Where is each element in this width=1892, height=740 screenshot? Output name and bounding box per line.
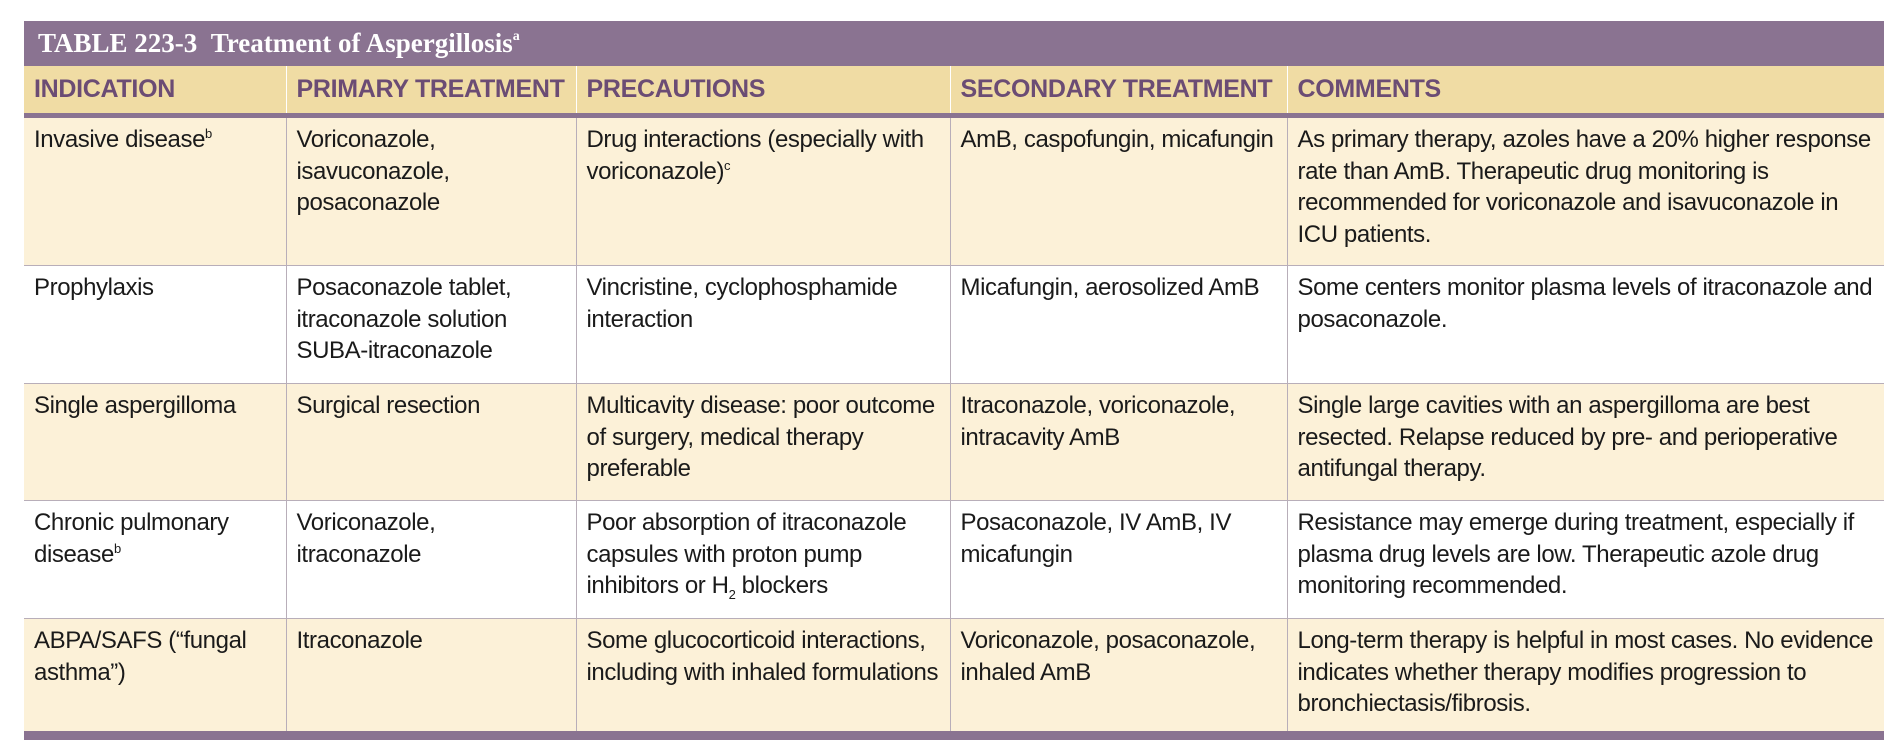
table-title bbox=[24, 21, 1884, 66]
cell-primary: Surgical resection bbox=[286, 384, 576, 501]
cell-primary: Voriconazole, itraconazole bbox=[286, 501, 576, 619]
footnote-marker: c bbox=[724, 157, 731, 173]
table-row bbox=[24, 619, 1884, 736]
cell-indication: Invasive disease$^b$ bbox=[24, 116, 286, 266]
header-precautions: PRECAUTIONS bbox=[576, 66, 950, 116]
cell-comments: Single large cavities with an aspergilloma are best resected. Relapse reduced by pre- and perioperative antifungal therapy. bbox=[1287, 384, 1884, 501]
table-number: TABLE 223-3 bbox=[38, 28, 198, 58]
cell-secondary: Micafungin, aerosolized AmB bbox=[950, 266, 1287, 384]
table-row bbox=[24, 116, 1884, 266]
cell-comments: Long-term therapy is helpful in most cases. No evidence indicates whether therapy modifies progression to bronchiectasis/fibrosis. bbox=[1287, 619, 1884, 736]
header-row bbox=[24, 66, 1884, 116]
cell-primary: Voriconazole, isavuconazole, posaconazole bbox=[286, 116, 576, 266]
table-row bbox=[24, 384, 1884, 501]
cell-indication: Single aspergilloma bbox=[24, 384, 286, 501]
cell-precautions: Vincristine, cyclophosphamide interaction bbox=[576, 266, 950, 384]
treatment-table bbox=[24, 21, 1884, 740]
cell-primary: Posaconazole tablet, itraconazole solution SUBA-itraconazole bbox=[286, 266, 576, 384]
header-secondary-treatment: SECONDARY TREATMENT bbox=[950, 66, 1287, 116]
title-footnote-marker: a bbox=[512, 29, 520, 44]
header-comments: COMMENTS bbox=[1287, 66, 1884, 116]
data-table bbox=[24, 66, 1884, 740]
cell-primary: Itraconazole bbox=[286, 619, 576, 736]
cell-indication: Chronic pulmonary disease$^b$ bbox=[24, 501, 286, 619]
subscript-2: 2 bbox=[728, 586, 736, 602]
table-row bbox=[24, 266, 1884, 384]
header-indication: INDICATION bbox=[24, 66, 286, 116]
cell-secondary: Itraconazole, voriconazole, intracavity AmB bbox=[950, 384, 1287, 501]
header-primary-treatment: PRIMARY TREATMENT bbox=[286, 66, 576, 116]
cell-comments: Resistance may emerge during treatment, especially if plasma drug levels are low. Therapeutic azole drug monitoring recommended. bbox=[1287, 501, 1884, 619]
footnote-marker: b bbox=[113, 540, 121, 556]
cell-secondary: Posaconazole, IV AmB, IV micafungin bbox=[950, 501, 1287, 619]
footnote-marker: b bbox=[205, 126, 212, 141]
table-title-text: Treatment of Aspergillosis bbox=[210, 28, 513, 58]
cell-precautions: Poor absorption of itraconazole capsules with proton pump inhibitors or $H_2$ blockers bbox=[576, 501, 950, 619]
cell-indication: ABPA/SAFS (“fungal asthma”) bbox=[24, 619, 286, 736]
cell-comments: As primary therapy, azoles have a 20% higher response rate than AmB. Therapeutic drug monitoring is recommended for voriconazole and isavuconazole in ICU patients. bbox=[1287, 116, 1884, 266]
cell-precautions: Multicavity disease: poor outcome of surgery, medical therapy preferable bbox=[576, 384, 950, 501]
cell-secondary: AmB, caspofungin, micafungin bbox=[950, 116, 1287, 266]
cell-precautions: Some glucocorticoid interactions, including with inhaled formulations bbox=[576, 619, 950, 736]
cell-secondary: Voriconazole, posaconazole, inhaled AmB bbox=[950, 619, 1287, 736]
cell-comments: Some centers monitor plasma levels of itraconazole and posaconazole. bbox=[1287, 266, 1884, 384]
cell-indication: Prophylaxis bbox=[24, 266, 286, 384]
cell-precautions: Drug interactions (especially with voriconazole)$^c$ bbox=[576, 116, 950, 266]
table-row bbox=[24, 501, 1884, 619]
